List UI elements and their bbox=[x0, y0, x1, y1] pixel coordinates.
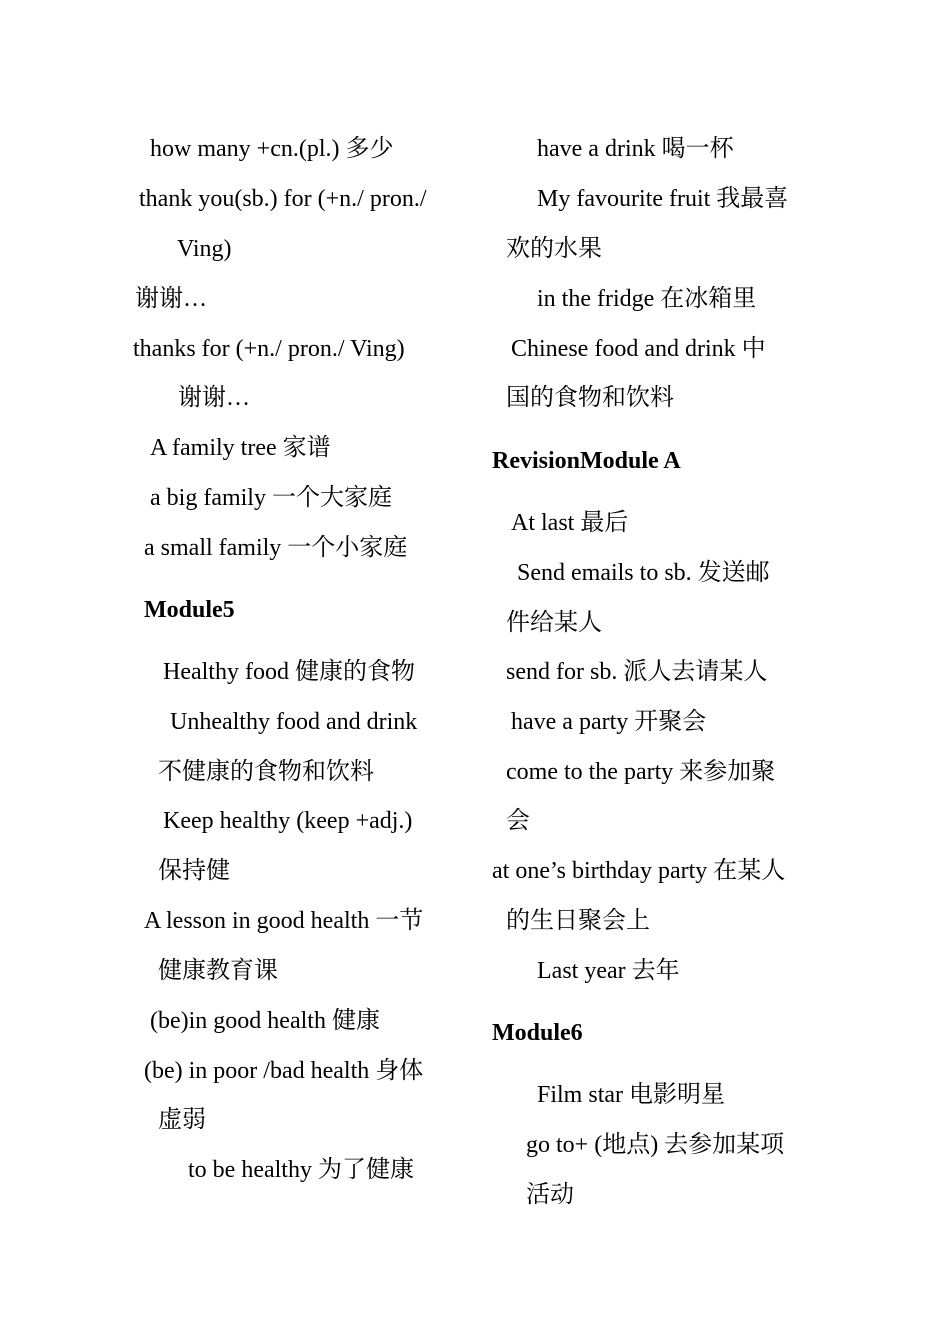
vocab-line: how many +cn.(pl.) 多少 bbox=[150, 136, 394, 162]
vocab-line: At last 最后 bbox=[511, 510, 629, 536]
vocab-line: a big family 一个大家庭 bbox=[150, 485, 392, 511]
vocab-line: Healthy food 健康的食物 bbox=[163, 659, 415, 685]
vocab-line: come to the party 来参加聚 bbox=[506, 759, 776, 785]
vocab-line: have a drink 喝一杯 bbox=[537, 136, 734, 162]
vocab-line: (be)in good health 健康 bbox=[150, 1008, 380, 1034]
vocab-line: A family tree 家谱 bbox=[150, 435, 331, 461]
vocab-line: My favourite fruit 我最喜 bbox=[537, 186, 789, 212]
vocab-line: in the fridge 在冰箱里 bbox=[537, 286, 757, 312]
vocab-line: a small family 一个小家庭 bbox=[144, 535, 408, 561]
vocab-line: 不健康的食物和饮料 bbox=[158, 759, 374, 785]
vocab-line: Film star 电影明星 bbox=[537, 1082, 726, 1108]
vocab-line: (be) in poor /bad health 身体 bbox=[144, 1058, 424, 1084]
section-heading: Module6 bbox=[492, 1020, 583, 1046]
vocab-line: 虚弱 bbox=[158, 1107, 206, 1133]
section-heading: Module5 bbox=[144, 597, 235, 623]
vocab-line: 的生日聚会上 bbox=[506, 908, 650, 934]
vocab-line: have a party 开聚会 bbox=[511, 709, 707, 735]
vocab-line: Last year 去年 bbox=[537, 958, 680, 984]
vocab-line: 健康教育课 bbox=[158, 958, 278, 984]
vocab-line: Send emails to sb. 发送邮 bbox=[517, 560, 770, 586]
vocab-line: 件给某人 bbox=[506, 610, 602, 636]
vocab-line: thank you(sb.) for (+n./ pron./ bbox=[139, 186, 427, 212]
vocab-line: 谢谢… bbox=[178, 385, 250, 411]
vocab-line: 活动 bbox=[526, 1182, 574, 1208]
vocab-line: 谢谢… bbox=[135, 286, 207, 312]
vocab-line: 会 bbox=[506, 808, 530, 834]
vocab-line: thanks for (+n./ pron./ Ving) bbox=[133, 336, 405, 362]
vocab-line: Unhealthy food and drink bbox=[170, 709, 418, 735]
vocab-line: Keep healthy (keep +adj.) bbox=[163, 808, 413, 834]
section-heading: RevisionModule A bbox=[492, 448, 681, 474]
vocab-line: A lesson in good health 一节 bbox=[144, 908, 424, 934]
vocab-line: send for sb. 派人去请某人 bbox=[506, 659, 768, 685]
vocab-line: to be healthy 为了健康 bbox=[188, 1157, 414, 1183]
vocab-line: Ving) bbox=[177, 236, 232, 262]
vocab-line: 国的食物和饮料 bbox=[506, 385, 674, 411]
vocab-line: 保持健 bbox=[158, 858, 230, 884]
vocab-line: go to+ (地点) 去参加某项 bbox=[526, 1132, 785, 1158]
vocab-line: Chinese food and drink 中 bbox=[511, 336, 766, 362]
vocab-line: at one’s birthday party 在某人 bbox=[492, 858, 786, 884]
vocab-line: 欢的水果 bbox=[506, 236, 602, 262]
